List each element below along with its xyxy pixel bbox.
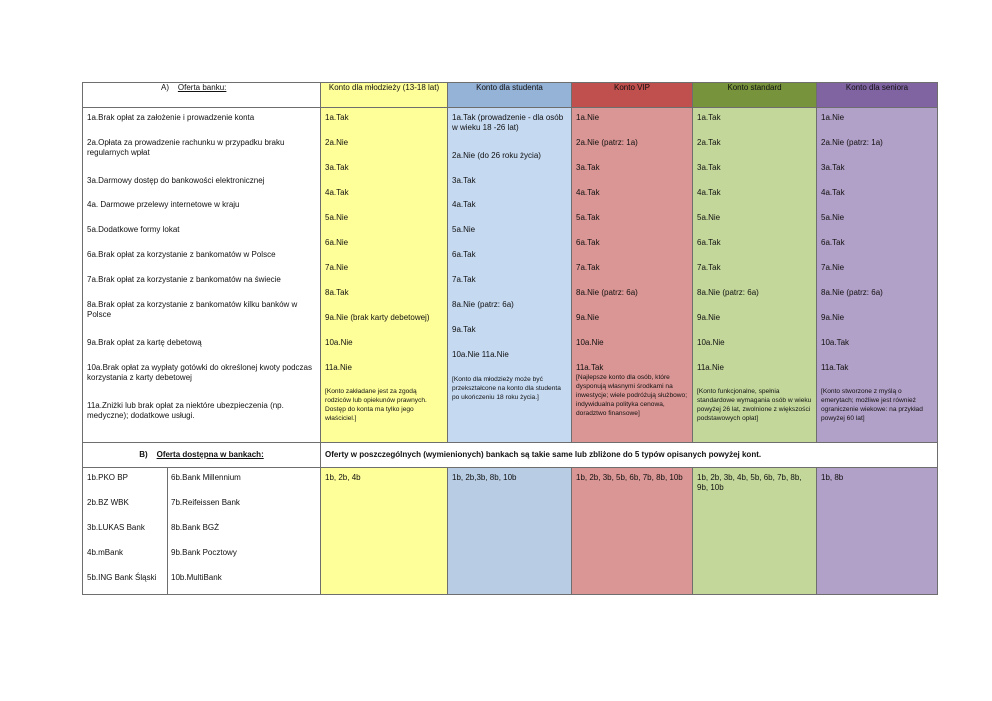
features-row: [83, 108, 938, 443]
offers-standard-text: 1b, 2b, 3b, 4b, 5b, 6b, 7b, 8b, 9b, 10b: [697, 473, 802, 493]
young-value: 11a.Nie: [325, 363, 352, 372]
senior-value: 5a.Nie: [821, 213, 845, 222]
feature-8: 8a.Brak opłat za korzystanie z bankomatów kilku banków w Polsce: [87, 300, 298, 320]
young-value: 1a.Tak: [325, 113, 349, 122]
student-value: 2a.Nie (do 26 roku życia): [452, 151, 541, 160]
feature-9: 9a.Brak opłat za kartę debetową: [87, 338, 202, 347]
feature-11: 11a.Zniżki lub brak opłat za niektóre ubezpieczenia (np. medyczne); dodatkowe usługi.: [87, 401, 284, 421]
young-value: 8a.Tak: [325, 288, 349, 297]
offers-senior-text: 1b, 8b: [821, 473, 844, 482]
young-value: 6a.Nie: [325, 238, 349, 247]
offers-young: [321, 468, 448, 595]
young-value: 7a.Nie: [325, 263, 349, 272]
column-header-student: Konto dla studenta: [448, 83, 572, 108]
young-value: 4a.Tak: [325, 188, 349, 197]
student-value: 1a.Tak (prowadzenie - dla osób w wieku 18 -26 lat): [452, 113, 564, 133]
vip-value: 4a.Tak: [576, 188, 600, 197]
young-value: 9a.Nie (brak karty debetowej): [325, 313, 430, 322]
column-header-standard: Konto standard: [693, 83, 817, 108]
senior-value: 3a.Tak: [821, 163, 845, 172]
section-b-header: [83, 443, 321, 468]
bank-left: 3b.LUKAS Bank: [87, 523, 145, 532]
section-b-row: [83, 443, 938, 468]
young-value: 3a.Tak: [325, 163, 349, 172]
standard-note: [Konto funkcjonalne, spełnia standardowe wymagania osób w wieku powyżej 26 lat, zwolnione z większości podstawowych opłat]: [697, 388, 812, 422]
standard-value: 11a.Nie: [697, 363, 724, 372]
offers-young-text: 1b, 2b, 4b: [325, 473, 361, 482]
senior-value: 8a.Nie (patrz: 6a): [821, 288, 883, 297]
vip-value: 3a.Tak: [576, 163, 600, 172]
bank-left: 1b.PKO BP: [87, 473, 128, 482]
young-note: [Konto zakładane jest za zgodą rodziców lub opiekunów prawnych. Dostęp do konta ma tylko jego właściciel.]: [325, 388, 427, 422]
standard-value: 1a.Tak: [697, 113, 721, 122]
section-a-label: A): [161, 83, 169, 92]
standard-value: 5a.Nie: [697, 213, 721, 222]
banks-list: [83, 468, 321, 595]
banks-divider: [167, 468, 168, 594]
bank-right: 9b.Bank Pocztowy: [171, 548, 237, 557]
senior-note: [Konto stworzone z myślą o emerytach; możliwe jest również ograniczenie wiekowe: na przykład powyżej 60 lat]: [821, 388, 923, 422]
standard-value: 9a.Nie: [697, 313, 721, 322]
student-value: 3a.Tak: [452, 176, 476, 185]
feature-6: 6a.Brak opłat za korzystanie z bankomatów w Polsce: [87, 250, 276, 259]
senior-value: 11a.Tak: [821, 363, 849, 372]
student-value: 4a.Tak: [452, 200, 476, 209]
senior-value: 1a.Nie: [821, 113, 845, 122]
standard-column: [693, 108, 817, 443]
column-header-vip: Konto VIP: [572, 83, 693, 108]
vip-value: 7a.Tak: [576, 263, 600, 272]
feature-7: 7a.Brak opłat za korzystanie z bankomatów na świecie: [87, 275, 281, 284]
young-value: 2a.Nie: [325, 138, 349, 147]
bank-right: 7b.Reifeissen Bank: [171, 498, 240, 507]
section-b-title: Oferta dostępna w bankach:: [156, 449, 264, 459]
feature-5: 5a.Dodatkowe formy lokat: [87, 225, 180, 234]
bank-left: 4b.mBank: [87, 548, 124, 557]
vip-value: 1a.Nie: [576, 113, 600, 122]
vip-value: 9a.Nie: [576, 313, 600, 322]
student-value: 10a.Nie 11a.Nie: [452, 350, 509, 359]
young-value: 5a.Nie: [325, 213, 349, 222]
young-column: [321, 108, 448, 443]
student-value: 6a.Tak: [452, 250, 476, 259]
section-a-header: [83, 83, 321, 108]
vip-value: 10a.Nie: [576, 338, 604, 347]
offers-vip: [572, 468, 693, 595]
features-column: [83, 108, 321, 443]
senior-value: 6a.Tak: [821, 238, 845, 247]
bank-left: 2b.BZ WBK: [87, 498, 129, 507]
senior-value: 9a.Nie: [821, 313, 845, 322]
vip-note: [Najlepsze konto dla osób, które dysponują własnymi środkami na inwestycje; wiele podróżują służbowo; indywidualna polityka cenowa, doradztwo finansowe]: [576, 374, 688, 417]
vip-value: 6a.Tak: [576, 238, 600, 247]
standard-value: 3a.Tak: [697, 163, 721, 172]
student-value: 9a.Tak: [452, 325, 476, 334]
section-b-text: Oferty w poszczególnych (wymienionych) bankach są takie same lub zbliżone do 5 typów opisanych powyżej kont.: [321, 443, 938, 468]
vip-value: 8a.Nie (patrz: 6a): [576, 288, 638, 297]
bank-right: 10b.MultiBank: [171, 573, 222, 582]
header-row: [83, 83, 938, 108]
bank-right: 8b.Bank BGŻ: [171, 523, 220, 532]
bank-right: 6b.Bank Millennium: [171, 473, 241, 482]
standard-value: 7a.Tak: [697, 263, 721, 272]
senior-value: 7a.Nie: [821, 263, 845, 272]
senior-value: 10a.Tak: [821, 338, 850, 347]
feature-4: 4a. Darmowe przelewy internetowe w kraju: [87, 200, 240, 209]
student-note: [Konto dla młodzieży może być przekształcone na konto dla studenta po ukończeniu 18 roku życia.]: [452, 376, 561, 401]
feature-3: 3a.Darmowy dostęp do bankowości elektronicznej: [87, 176, 265, 185]
vip-value: 5a.Tak: [576, 213, 600, 222]
offers-vip-text: 1b, 2b, 3b, 5b, 6b, 7b, 8b, 10b: [576, 473, 683, 482]
bank-offer-table: [82, 82, 938, 595]
offers-standard: [693, 468, 817, 595]
student-value: 5a.Nie: [452, 225, 476, 234]
senior-column: [817, 108, 938, 443]
standard-value: 8a.Nie (patrz: 6a): [697, 288, 759, 297]
standard-value: 2a.Tak: [697, 138, 721, 147]
feature-10: 10a.Brak opłat za wypłaty gotówki do określonej kwoty podczas korzystania z karty debetowej: [87, 363, 313, 383]
section-a-title: Oferta banku:: [177, 83, 227, 92]
column-header-senior: Konto dla seniora: [817, 83, 938, 108]
standard-value: 6a.Tak: [697, 238, 721, 247]
senior-value: 4a.Tak: [821, 188, 845, 197]
offers-senior: [817, 468, 938, 595]
feature-2: 2a.Opłata za prowadzenie rachunku w przypadku braku regularnych wpłat: [87, 138, 285, 158]
vip-value: 11a.Tak: [576, 363, 604, 372]
feature-1: 1a.Brak opłat za założenie i prowadzenie konta: [87, 113, 255, 122]
student-value: 8a.Nie (patrz: 6a): [452, 300, 514, 309]
column-header-young: Konto dla młodzieży (13-18 lat): [321, 83, 448, 108]
young-value: 10a.Nie: [325, 338, 353, 347]
banks-row: [83, 468, 938, 595]
vip-column: [572, 108, 693, 443]
student-value: 7a.Tak: [452, 275, 476, 284]
offers-student-text: 1b, 2b,3b, 8b, 10b: [452, 473, 517, 482]
student-column: [448, 108, 572, 443]
senior-value: 2a.Nie (patrz: 1a): [821, 138, 883, 147]
standard-value: 4a.Tak: [697, 188, 721, 197]
bank-left: 5b.ING Bank Śląski: [87, 573, 157, 582]
section-b-label: B): [139, 449, 148, 459]
offers-student: [448, 468, 572, 595]
vip-value: 2a.Nie (patrz: 1a): [576, 138, 638, 147]
standard-value: 10a.Nie: [697, 338, 725, 347]
